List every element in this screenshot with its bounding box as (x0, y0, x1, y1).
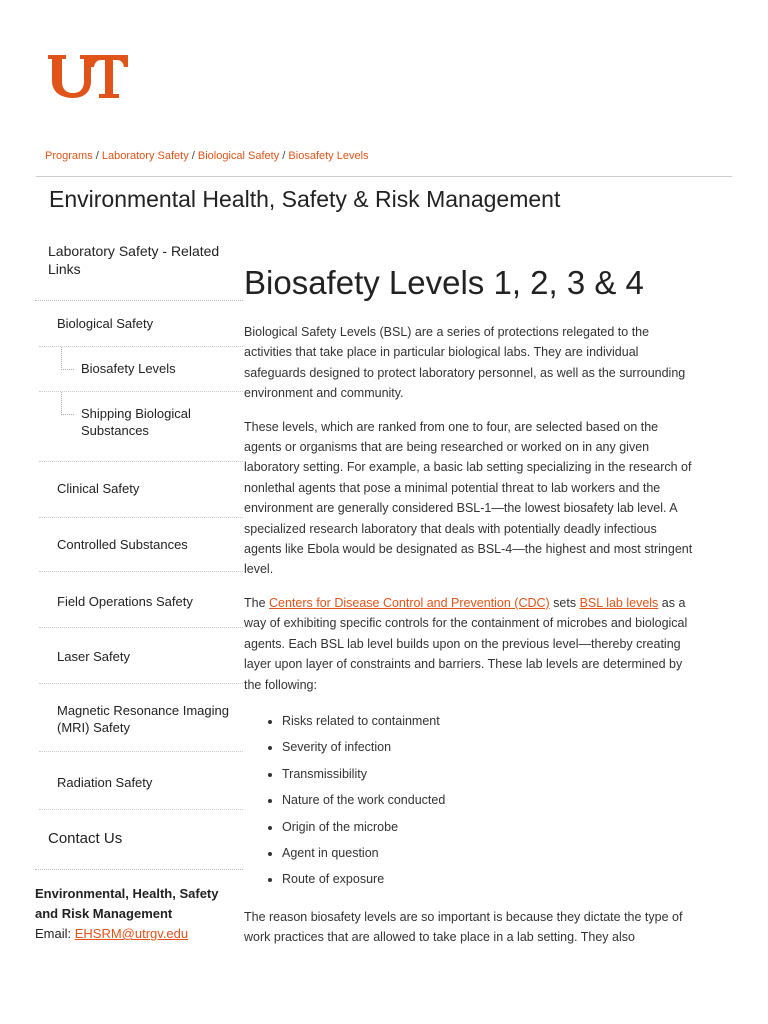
criteria-list (244, 708, 694, 893)
cdc-link[interactable]: Centers for Disease Control and Prevention (CDC) (269, 595, 550, 610)
text-fragment: The (244, 595, 270, 610)
paragraph-cdc (244, 593, 694, 695)
sidebar-item-shipping-biological-substances[interactable] (39, 392, 243, 462)
ut-logo-mark (46, 52, 130, 100)
list-item: • Nature of the work conducted (282, 787, 694, 813)
sidebar-contact-info (35, 870, 243, 944)
breadcrumb-separator: / (191, 150, 198, 162)
paragraph-levels: These levels, which are ranked from one to four, are selected based on the agents or organisms that are being researched or worked on in any given laboratory setting. For example, a basic lab setting specializing in the research of nonlethal agents that pose a minimal potential threat to lab workers and the environment are generally considered BSL-1—the lowest biosafety lab level. A specialized research laboratory that deals with potentially deadly infectious agents like Ebola would be designated as BSL-4—the highest and most stringent level. (244, 419, 693, 577)
list-item: • Agent in question (282, 840, 694, 866)
sidebar-item-biosafety-levels[interactable] (39, 347, 243, 392)
contact-email-line (35, 924, 243, 944)
sidebar-item-label: Laser Safety (57, 649, 130, 664)
breadcrumb-separator: / (282, 150, 289, 162)
list-item: • Route of exposure (282, 866, 694, 892)
sidebar-nav (35, 240, 243, 944)
paragraph-importance: The reason biosafety levels are so important is because they dictate the type of work practices that are allowed to take place in a lab setting. They also (244, 909, 683, 945)
sidebar-item-label: Clinical Safety (57, 481, 140, 496)
sidebar-item-label: Magnetic Resonance Imaging (MRI) Safety (57, 703, 229, 735)
text-fragment: sets (549, 595, 580, 610)
text-fragment: as a way of exhibiting specific controls for the containment of microbes and biological agents. Each BSL lab level builds upon on the previous level—thereby creating layer upon layer of constraints and barriers. These lab levels are determined by the following: (244, 595, 688, 692)
sidebar-item-laser-safety[interactable] (39, 628, 243, 684)
sidebar-item-label: Field Operations Safety (57, 594, 193, 609)
main-content (244, 262, 694, 961)
paragraph-intro: Biological Safety Levels (BSL) are a series of protections relegated to the activities that take place in particular biological labs. They are individual safeguards designed to protect laboratory personnel, as well as the surrounding environment and community. (244, 325, 686, 401)
header-divider (36, 176, 732, 177)
sidebar-item-clinical-safety[interactable] (39, 462, 243, 518)
breadcrumb-separator: / (95, 150, 102, 162)
tree-branch-icon (61, 392, 74, 415)
contact-email-label: Email: (35, 926, 75, 941)
breadcrumb-biosafety-levels[interactable]: Biosafety Levels (288, 150, 369, 162)
breadcrumb-programs[interactable]: Programs (45, 150, 93, 162)
sidebar-item-field-operations-safety[interactable] (39, 572, 243, 628)
sidebar-item-radiation-safety[interactable] (39, 752, 243, 810)
sidebar-item-label: Radiation Safety (57, 775, 153, 790)
list-item: • Risks related to containment (282, 708, 694, 734)
breadcrumb (45, 150, 369, 162)
sidebar-item-biological-safety[interactable] (39, 301, 243, 347)
list-item: • Severity of infection (282, 734, 694, 760)
sidebar-item-label: Biological Safety (57, 316, 154, 331)
contact-org-name: Environmental, Health, Safety and Risk Management (35, 886, 219, 921)
tree-branch-icon (61, 347, 74, 370)
breadcrumb-biological-safety[interactable]: Biological Safety (197, 150, 280, 162)
sidebar-heading: Laboratory Safety - Related Links (35, 240, 243, 301)
list-item: • Transmissibility (282, 761, 694, 787)
bsl-lab-levels-link[interactable]: BSL lab levels (579, 595, 659, 610)
sidebar-item-controlled-substances[interactable] (39, 518, 243, 572)
contact-email-link[interactable]: EHSRM@utrgv.edu (74, 926, 189, 941)
sidebar-contact-us[interactable]: Contact Us (35, 810, 243, 870)
sidebar-item-mri-safety[interactable] (39, 684, 243, 752)
sidebar-item-label: Shipping Biological Substances (81, 406, 191, 438)
department-title: Environmental Health, Safety & Risk Management (49, 186, 561, 212)
breadcrumb-laboratory-safety[interactable]: Laboratory Safety (101, 150, 189, 162)
ut-logo[interactable] (46, 52, 130, 105)
page-title: Biosafety Levels 1, 2, 3 & 4 (244, 264, 644, 301)
sidebar-item-label: Biosafety Levels (81, 361, 176, 376)
sidebar-item-label: Controlled Substances (57, 537, 188, 552)
list-item: • Origin of the microbe (282, 814, 694, 840)
